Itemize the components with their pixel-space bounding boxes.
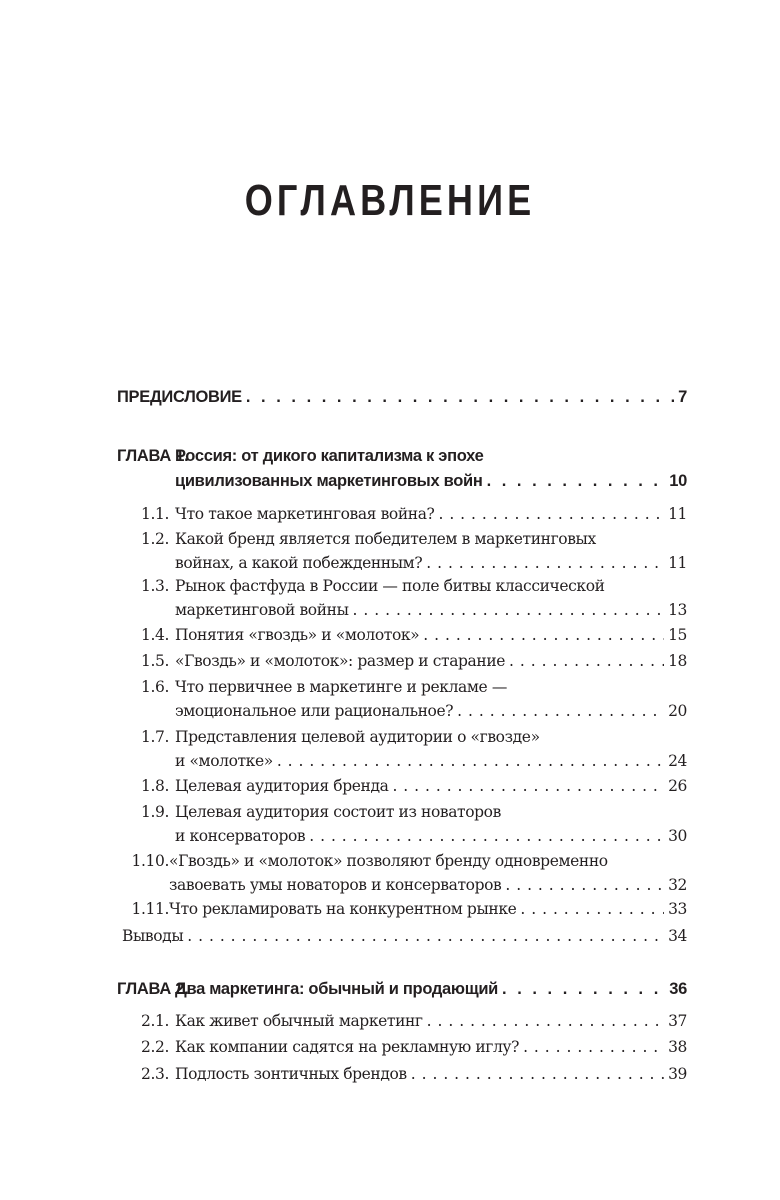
leader-dots (353, 601, 665, 619)
toc-entry-chapter-2[interactable] (117, 980, 687, 1004)
page-number: 36 (669, 980, 687, 998)
leader-dots (392, 777, 664, 795)
leader-dots (438, 505, 664, 523)
section-number: 1.3. (141, 577, 169, 595)
entry-text: ПРЕДИСЛОВИЕ (117, 388, 242, 406)
toc-entry-1-10[interactable] (117, 852, 687, 900)
section-number: 2.3. (141, 1065, 169, 1083)
page-number: 34 (668, 927, 687, 945)
entry-text: Представления целевой аудитории о «гвозде» (175, 728, 540, 746)
entry-text: Что первичнее в маркетинге и рекламе — (175, 678, 507, 696)
page-number: 39 (668, 1065, 687, 1083)
leader-dots (309, 827, 664, 845)
page-number: 37 (668, 1012, 687, 1030)
toc-entry-1-2[interactable] (117, 530, 687, 578)
page-number: 32 (668, 876, 687, 894)
section-number: 1.9. (141, 803, 169, 821)
entry-text: эмоциональное или рациональное? (175, 702, 454, 720)
page-number: 24 (668, 752, 687, 770)
toc-entry-2-1[interactable] (117, 1012, 687, 1036)
section-number: 1.11. (131, 900, 169, 918)
section-number: 2.1. (141, 1012, 169, 1030)
entry-text: и консерваторов (175, 827, 306, 845)
entry-text: Понятия «гвоздь» и «молоток» (175, 626, 420, 644)
toc-entry-1-1[interactable] (117, 505, 687, 529)
entry-text: Выводы (122, 927, 184, 945)
toc-entry-1-4[interactable] (117, 626, 687, 650)
toc-entry-1-3[interactable] (117, 577, 687, 625)
entry-text: Целевая аудитория бренда (175, 777, 389, 795)
toc-entry-2-3[interactable] (117, 1065, 687, 1089)
toc-entry-1-11[interactable] (117, 900, 687, 924)
section-number: 2.2. (141, 1038, 169, 1056)
leader-dots (523, 1038, 664, 1056)
leader-dots (502, 980, 665, 999)
section-number: 1.6. (141, 678, 169, 696)
leader-dots (487, 472, 666, 491)
page-number: 30 (668, 827, 687, 845)
entry-text: Подлость зонтичных брендов (175, 1065, 407, 1083)
entry-text: Какой бренд является победителем в маркетинговых (175, 530, 596, 548)
entry-text: «Гвоздь» и «молоток» позволяют бренду одновременно (169, 852, 608, 870)
page-number: 7 (678, 388, 687, 406)
page-number: 18 (668, 652, 687, 670)
page-number: 11 (668, 554, 687, 572)
page-number: 13 (668, 601, 687, 619)
entry-text: «Гвоздь» и «молоток»: размер и старание (175, 652, 506, 670)
page-number: 38 (668, 1038, 687, 1056)
leader-dots (426, 554, 664, 572)
entry-text: цивилизованных маркетинговых войн (175, 472, 483, 490)
page-title: ОГЛАВЛЕНИЕ (244, 176, 536, 225)
entry-text: и «молотке» (175, 752, 273, 770)
entry-text: Как компании садятся на рекламную иглу? (175, 1038, 520, 1056)
leader-dots (509, 652, 664, 670)
chapter-label: ГЛАВА 1. (117, 447, 189, 465)
entry-text: Как живет обычный маркетинг (175, 1012, 423, 1030)
entry-text: Два маркетинга: обычный и продающий (175, 980, 499, 998)
leader-dots (246, 388, 674, 407)
entry-text: завоевать умы новаторов и консерваторов (169, 876, 502, 894)
page-number: 11 (668, 505, 687, 523)
page-number: 33 (668, 900, 687, 918)
leader-dots (505, 876, 664, 894)
toc-entry-1-9[interactable] (117, 803, 687, 851)
toc-entry-chapter-1[interactable] (117, 447, 687, 496)
page-number: 15 (668, 626, 687, 644)
section-number: 1.8. (141, 777, 169, 795)
leader-dots (520, 900, 664, 918)
entry-text: войнах, а какой побежденным? (175, 554, 423, 572)
leader-dots (427, 1012, 664, 1030)
leader-dots (457, 702, 664, 720)
entry-text: Россия: от дикого капитализма к эпохе (175, 447, 484, 465)
entry-text: Рынок фастфуда в России — поле битвы классической (175, 577, 605, 595)
leader-dots (277, 752, 664, 770)
page-number: 20 (668, 702, 687, 720)
entry-text: Что такое маркетинговая война? (175, 505, 435, 523)
entry-text: Что рекламировать на конкурентном рынке (169, 900, 517, 918)
entry-text: маркетинговой войны (175, 601, 349, 619)
toc-entry-1-6[interactable] (117, 678, 687, 726)
section-number: 1.10. (131, 852, 169, 870)
leader-dots (423, 626, 664, 644)
toc-entry-1-8[interactable] (117, 777, 687, 801)
toc-entry-1-7[interactable] (117, 728, 687, 776)
entry-text: Целевая аудитория состоит из новаторов (175, 803, 501, 821)
toc-entry-preface[interactable] (117, 388, 687, 412)
leader-dots (187, 927, 664, 945)
section-number: 1.2. (141, 530, 169, 548)
leader-dots (411, 1065, 664, 1083)
page-number: 10 (669, 472, 687, 490)
section-number: 1.5. (141, 652, 169, 670)
toc-entry-2-2[interactable] (117, 1038, 687, 1062)
toc-entry-1-5[interactable] (117, 652, 687, 676)
page-number: 26 (668, 777, 687, 795)
section-number: 1.4. (141, 626, 169, 644)
toc-entry-conclusions[interactable] (117, 927, 687, 951)
section-number: 1.7. (141, 728, 169, 746)
section-number: 1.1. (141, 505, 169, 523)
chapter-label: ГЛАВА 2. (117, 980, 189, 998)
